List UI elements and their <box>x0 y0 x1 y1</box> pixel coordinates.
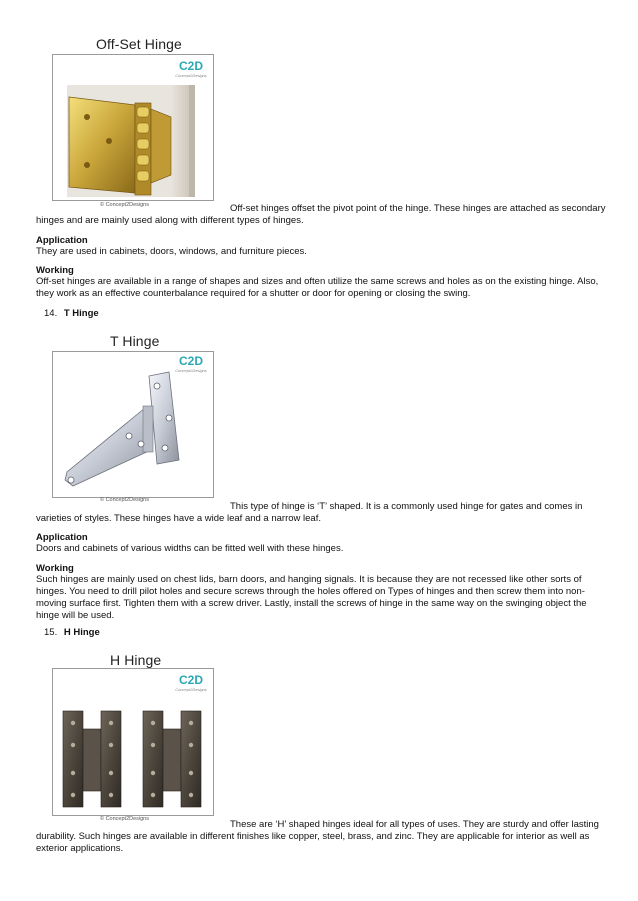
list-number: 14. <box>44 308 58 319</box>
offset-application-text: They are used in cabinets, doors, windows, and furniture pieces. <box>36 246 307 257</box>
h-intro-line1: These are ‘H’ shaped hinges ideal for all types of uses. They are sturdy and offer lasting <box>230 819 599 830</box>
figure-credit: © Concept2Designs <box>100 497 149 503</box>
figure-title: Off-Set Hinge <box>96 36 182 52</box>
figure-title: H Hinge <box>110 652 162 668</box>
h-hinge-image <box>53 669 213 815</box>
list-item-t-hinge <box>44 308 99 319</box>
list-number: 15. <box>44 627 58 638</box>
t-hinge-image <box>53 352 213 497</box>
offset-hinge-image <box>53 55 213 200</box>
figure-frame <box>52 54 214 201</box>
list-heading: H Hinge <box>63 627 100 638</box>
c2d-logo: C2D Concept2Designs <box>175 673 207 692</box>
offset-intro-line2: hinges and are mainly used along with different types of hinges. <box>36 215 304 226</box>
t-working-line1: Such hinges are mainly used on chest lids, barn doors, and hanging signals. It is because they are not recessed like other sorts of <box>36 574 582 585</box>
list-heading: T Hinge <box>63 308 99 319</box>
figure-credit: © Concept2Designs <box>100 202 149 208</box>
figure-credit: © Concept2Designs <box>100 816 149 822</box>
h-hinge-figure <box>52 652 214 830</box>
t-intro-line1: This type of hinge is ‘T’ shaped. It is a commonly used hinge for gates and comes in <box>230 501 583 512</box>
c2d-logo: C2D Concept2Designs <box>175 59 207 78</box>
t-intro-line2: varieties of styles. These hinges have a wide leaf and a narrow leaf. <box>36 513 321 524</box>
t-working-line4: hinge will be used. <box>36 610 115 621</box>
offset-application-heading: Application <box>36 235 88 246</box>
list-item-h-hinge <box>44 627 100 638</box>
offset-working-heading: Working <box>36 265 74 276</box>
t-working-line3: moving surface first. Tighten them with a screw driver. Lastly, install the screws of hinge in the same way on the swinging object the <box>36 598 587 609</box>
t-working-heading: Working <box>36 563 74 574</box>
figure-title: T Hinge <box>110 333 160 349</box>
figure-frame <box>52 668 214 816</box>
h-intro-line2: durability. Such hinges are available in different finishes like copper, steel, brass, and zinc. They are applicable for interior as well as <box>36 831 590 842</box>
t-application-text: Doors and cabinets of various widths can be fitted well with these hinges. <box>36 543 344 554</box>
t-application-heading: Application <box>36 532 88 543</box>
offset-working-line1: Off-set hinges are available in a range of shapes and sizes and often utilize the same screws and holes as on the existing hinge. Also, <box>36 276 599 287</box>
h-intro-line3: exterior applications. <box>36 843 124 854</box>
t-hinge-figure <box>52 333 214 511</box>
offset-intro-line1: Off-set hinges offset the pivot point of the hinge. These hinges are attached as secondary <box>230 203 606 214</box>
t-working-line2: hinges. You need to drill pilot holes and secure screws through the holes offered on Types of hinges and then screw them into non- <box>36 586 585 597</box>
c2d-logo: C2D Concept2Designs <box>175 354 207 373</box>
figure-frame <box>52 351 214 498</box>
offset-working-line2: they work as an effective counterbalance required for a shutter or door for opening or closing the swing. <box>36 288 471 299</box>
offset-hinge-figure <box>52 36 214 212</box>
